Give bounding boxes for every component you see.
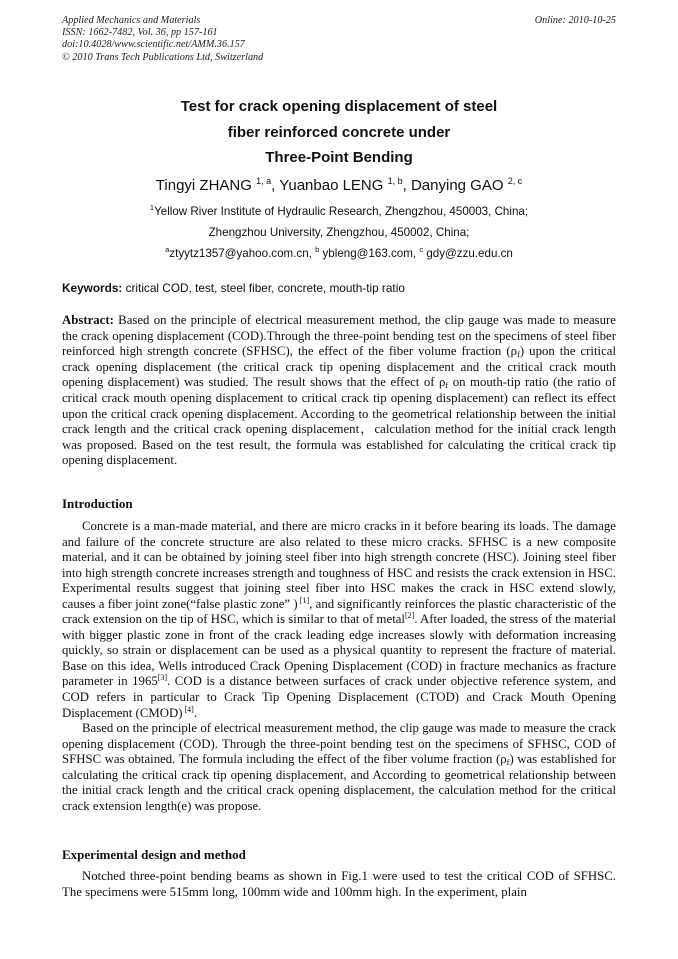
introduction-heading: Introduction	[62, 496, 133, 511]
email-b-mark: b	[315, 245, 320, 254]
citation-ref: [1]	[297, 595, 310, 605]
abstract-subscript-2: f	[445, 380, 449, 391]
affiliation-2: Zhengzhou University, Zhengzhou, 450002, China;	[208, 226, 470, 239]
introduction-body	[62, 519, 616, 814]
method-body	[62, 869, 616, 900]
author-3-affil: 2, c	[507, 176, 523, 186]
intro-text: .	[193, 705, 198, 720]
email-line	[62, 243, 616, 264]
affiliation-1-mark: 1	[149, 203, 155, 212]
citation-ref: [3]	[157, 673, 168, 683]
affiliation-1-text: Yellow River Institute of Hydraulic Research, Zhengzhou, 450003, China;	[154, 205, 529, 218]
abstract-subscript-1: f	[517, 349, 520, 360]
author-2: Yuanbao LENG	[279, 177, 384, 194]
abstract-text-3: on mouth-tip ratio (the ratio of critical crack mouth opening displacement to critical crack tip opening displacement) can reflect its effect upon the critical crack opening displacement. According to the geometrical relationship between the initial crack length and the critical crack opening displacement，calculation method for the initial crack length was proposed. Based on the test result, the formula was established for calculating the critical crack tip opening displacement.	[62, 375, 616, 468]
method-heading: Experimental design and method	[62, 847, 246, 862]
author-2-affil: 1, b	[387, 176, 403, 186]
introduction-paragraph-2	[62, 721, 616, 814]
author-separator: ,	[402, 177, 411, 194]
title-line-2: fiber reinforced concrete under	[227, 123, 451, 141]
keywords-text: critical COD, test, steel fiber, concrete, mouth-tip ratio	[122, 281, 405, 295]
journal-name: Applied Mechanics and Materials	[62, 15, 201, 26]
method-paragraph-1: Notched three-point bending beams as shown in Fig.1 were used to test the critical COD of SFHSC. The specimens were 515mm long, 100mm wide and 100mm high. In the experiment, plain	[62, 869, 616, 899]
affiliations	[62, 201, 616, 264]
intro-text: . COD is a distance between surfaces of crack under objective reference system, and COD refers in particular to Crack Tip Opening Displacement (CTOD) and Crack Mouth Opening Displacement (CMOD)	[62, 674, 616, 720]
title-line-3: Three-Point Bending	[265, 149, 413, 166]
email-b: ybleng@163.com,	[319, 247, 420, 260]
abstract-text-2: ) upon the critical crack opening displacement (the critical crack tip opening displacement and the critical crack mouth opening displacement) was studied. The result shows that the effect of ρ	[62, 344, 617, 390]
doi-line: doi:10.4028/www.scientific.net/AMM.36.157	[62, 39, 245, 51]
intro-subscript: f	[506, 757, 510, 768]
email-c-mark: c	[419, 245, 424, 254]
intro-text: ) was established for calculating the critical crack tip opening displacement, and According to geometrical relationship between the initial crack length and the critical crack opening displacement, the calculation method for the critical crack extension length(e) was propose.	[62, 752, 616, 813]
online-date: Online: 2010-10-25	[534, 15, 616, 26]
intro-text: . After loaded, the stress of the material with bigger plastic zone in front of the crack leading edge increases slowly with deformation increasing quickly, so strain or displacement can be used as a physical quantity to represent the fracture of material. Base on this idea, Wells introduced Crack Opening Displacement (COD) in fracture mechanics as fracture parameter in 1965	[62, 612, 616, 689]
intro-text: , and significantly reinforces the plastic characteristic of the crack extension on the tip of HSC, which is similar to that of metal	[62, 596, 616, 627]
citation-ref: [2]	[404, 611, 415, 621]
author-1: Tingyi ZHANG	[155, 177, 252, 194]
title-line-1: Test for crack opening displacement of steel	[180, 98, 498, 115]
intro-text: Based on the principle of electrical measurement method, the clip gauge was made to measure the crack opening displacement (COD). Through the three-point bending test on the specimens of SFHSC, COD of SFHSC was obtained. The formula including the effect of the fiber volume fraction (ρ	[62, 721, 616, 767]
author-3: Danying GAO	[410, 177, 504, 194]
keywords	[62, 281, 616, 296]
abstract-label: Abstract:	[62, 313, 114, 327]
abstract	[62, 313, 616, 469]
author-list	[62, 177, 616, 195]
author-1-affil: 1, a	[256, 176, 272, 186]
keywords-label: Keywords:	[62, 281, 123, 295]
introduction-paragraph-1	[62, 519, 616, 721]
citation-ref: [4]	[182, 704, 194, 714]
affiliation-1	[62, 201, 616, 222]
journal-header	[62, 15, 263, 64]
intro-text: Concrete is a man-made material, and there are micro cracks in it before bearing its loads. The damage and failure of the concrete structure are also related to these micro cracks. SFHSC is a new composite material, and it can be obtained by joining steel fiber into high strength concrete (HSC). Joining steel fiber into high strength concrete increases strength and toughness of HSC and resists the crack extension in HSC. Experimental results suggest that joining steel fiber into HSC makes the crack in HSC extend slowly, causes a fiber joint zone(“false plastic zone” )	[62, 519, 616, 611]
paper-title	[62, 94, 616, 171]
author-separator: ,	[271, 177, 280, 194]
abstract-text-1: Based on the principle of electrical measurement method, the clip gauge was made to measure the crack opening displacement (COD).Through the three-point bending test on the specimens of steel fiber reinforced high strength concrete (SFHSC), the effect of the fiber volume fraction (ρ	[62, 313, 616, 359]
email-a-mark: a	[165, 245, 170, 254]
copyright-line: © 2010 Trans Tech Publications Ltd, Switzerland	[62, 51, 264, 63]
email-c: gdy@zzu.edu.cn	[423, 247, 513, 260]
email-a: ztyytz1357@yahoo.com.cn,	[169, 247, 316, 260]
issn-line: ISSN: 1662-7482, Vol. 36, pp 157-161	[62, 27, 218, 39]
